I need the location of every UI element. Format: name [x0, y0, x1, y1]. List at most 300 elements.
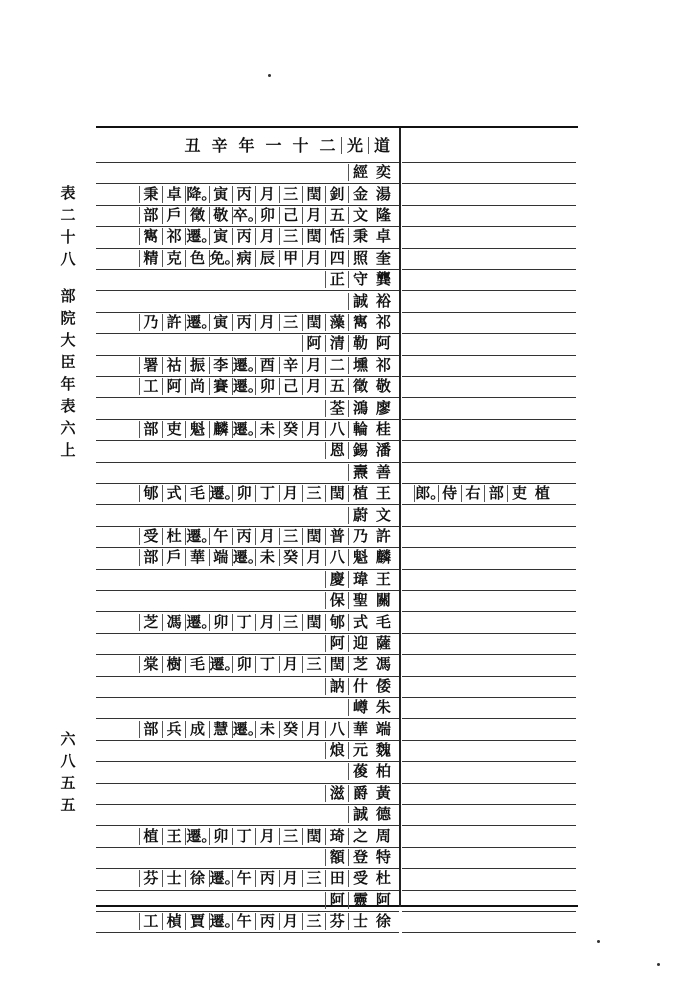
- table-cell: 丙: [255, 913, 278, 930]
- table-cell: 丁: [232, 828, 255, 845]
- table-row: [96, 526, 576, 547]
- table-cell: 敬: [375, 377, 391, 396]
- table-cell: 部: [139, 207, 162, 224]
- header-cell: 二: [319, 135, 336, 155]
- table-row: [96, 697, 576, 718]
- table-cell: 卯: [255, 378, 278, 395]
- table-cell: 文: [348, 207, 371, 224]
- table-cell: 植: [139, 828, 162, 845]
- table-cell: 毛: [375, 612, 391, 631]
- table-row: [96, 205, 576, 226]
- table-row: [96, 761, 576, 782]
- table-cell: 吏: [162, 421, 185, 438]
- table-cell: 馮: [162, 614, 185, 631]
- table-row: [96, 355, 576, 376]
- table-cell: 賈: [185, 913, 208, 930]
- table-row: [96, 868, 576, 889]
- table-cell: 善: [375, 462, 391, 481]
- table-cell: 遷。: [186, 526, 217, 545]
- table-cell: 克: [162, 250, 185, 267]
- row-right: [402, 355, 576, 377]
- row-left: [96, 676, 399, 698]
- table-cell: 甲: [279, 250, 302, 267]
- row-left: [96, 333, 399, 355]
- table-cell: 魁: [348, 549, 371, 566]
- row-right: [402, 440, 576, 462]
- row-right: [402, 697, 576, 719]
- table-cell: 壎: [348, 357, 371, 374]
- table-cell: 癸: [279, 421, 302, 438]
- table-cell: 植: [534, 484, 550, 503]
- table-cell: 郇: [325, 614, 348, 631]
- table-cell: 三: [302, 485, 325, 502]
- row-right: [402, 761, 576, 783]
- table-cell: 癸: [279, 721, 302, 738]
- row-right: [402, 590, 576, 612]
- table-cell: 燾: [348, 464, 371, 481]
- table-cell: 己: [279, 207, 302, 224]
- table-cell: 酉: [255, 357, 278, 374]
- table-cell: 慧: [209, 721, 232, 738]
- table-cell: 正: [325, 271, 348, 288]
- header-cell: 道: [368, 137, 395, 154]
- row-left: [96, 205, 399, 227]
- table-cell: 廖: [375, 398, 391, 417]
- table-cell: 秉: [348, 228, 371, 245]
- table-cell: 之: [348, 828, 371, 845]
- row-left: [96, 162, 399, 184]
- row-left: [96, 890, 399, 912]
- table-cell: 樹: [162, 656, 185, 673]
- table-row: [96, 783, 576, 804]
- table-cell: 部: [139, 721, 162, 738]
- table-cell: 卯: [209, 614, 232, 631]
- row-left: [96, 226, 399, 248]
- header-row: [96, 128, 576, 162]
- table-cell: 遷。: [209, 484, 240, 503]
- row-left: [96, 611, 399, 633]
- row-right: [402, 676, 576, 698]
- row-left: [96, 547, 399, 569]
- row-left: [96, 248, 399, 270]
- header-cell: 一: [265, 135, 282, 155]
- margin-title-char: 院: [60, 309, 76, 327]
- table-cell: 聖: [348, 592, 371, 609]
- table-cell: 奕: [375, 163, 391, 182]
- table-cell: 丁: [255, 485, 278, 502]
- table-cell: 月: [279, 913, 302, 930]
- margin-title-char: 上: [60, 441, 76, 459]
- table-cell: 阿: [375, 334, 391, 353]
- table-cell: 華: [348, 721, 371, 738]
- table-cell: 王: [375, 569, 391, 588]
- table-cell: 式: [348, 614, 371, 631]
- table-cell: 卓: [162, 186, 185, 203]
- table-cell: 部: [139, 421, 162, 438]
- table-cell: 尚: [185, 378, 208, 395]
- table-cell: 端: [209, 549, 232, 566]
- table-cell: 端: [375, 719, 391, 738]
- row-left: [96, 761, 399, 783]
- row-left: [96, 376, 399, 398]
- table-cell: 月: [255, 228, 278, 245]
- table-cell: 工: [139, 378, 162, 395]
- table-cell: 遷。: [232, 719, 263, 738]
- row-left: [96, 654, 399, 676]
- table-cell: 毛: [185, 485, 208, 502]
- table-cell: 徵: [185, 207, 208, 224]
- table-cell: 倭: [375, 676, 391, 695]
- table-cell: 遷。: [209, 912, 240, 931]
- table-cell: 寅: [209, 228, 232, 245]
- row-left: [96, 355, 399, 377]
- table-cell: 桂: [375, 419, 391, 438]
- margin-chapter-char: 十: [60, 228, 76, 246]
- table-row: [96, 183, 576, 204]
- table-cell: 賽: [209, 378, 232, 395]
- row-right: [402, 462, 576, 484]
- table-cell: 登: [348, 849, 371, 866]
- table-cell: 寅: [209, 186, 232, 203]
- table-cell: 許: [375, 526, 391, 545]
- table-cell: 八: [325, 549, 348, 566]
- table-cell: 卯: [255, 207, 278, 224]
- table-cell: 三: [302, 870, 325, 887]
- table-cell: 藻: [325, 314, 348, 331]
- table-cell: 部: [484, 485, 507, 502]
- table-cell: 受: [348, 870, 371, 887]
- row-left: [96, 183, 399, 205]
- table-row: [96, 462, 576, 483]
- row-left: [96, 526, 399, 548]
- table-cell: 月: [255, 186, 278, 203]
- speck: [597, 940, 600, 943]
- row-left: [96, 504, 399, 526]
- table-cell: 三: [302, 913, 325, 930]
- table-cell: 馮: [375, 655, 391, 674]
- row-right: [402, 269, 576, 291]
- table-cell: 祁: [162, 228, 185, 245]
- table-cell: 閏: [302, 228, 325, 245]
- table-cell: 月: [302, 378, 325, 395]
- table-cell: 誠: [348, 806, 371, 823]
- table-cell: 蔚: [348, 507, 371, 524]
- table-row: [96, 676, 576, 697]
- table-cell: 吏: [507, 485, 530, 502]
- table-row: [96, 847, 576, 868]
- table-row: [96, 269, 576, 290]
- table-cell: 月: [279, 485, 302, 502]
- table-cell: 閏: [325, 485, 348, 502]
- table-cell: 李: [209, 357, 232, 374]
- table-cell: 午: [232, 913, 255, 930]
- table-cell: 烺: [325, 742, 348, 759]
- table-cell: 月: [279, 870, 302, 887]
- table-cell: 遷。: [186, 826, 217, 845]
- table-cell: 元: [348, 742, 371, 759]
- row-left: [96, 590, 399, 612]
- header-cell: 年: [238, 135, 255, 155]
- table-cell: 卯: [232, 656, 255, 673]
- table-cell: 阿: [302, 335, 325, 352]
- row-right: [402, 783, 576, 805]
- table-cell: 敬: [209, 207, 232, 224]
- table-cell: 芬: [139, 870, 162, 887]
- table-cell: 滋: [325, 785, 348, 802]
- table-cell: 三: [279, 228, 302, 245]
- table-row: [96, 718, 576, 739]
- table-cell: 阿: [325, 892, 348, 909]
- table-cell: 閏: [302, 186, 325, 203]
- table-cell: 輪: [348, 421, 371, 438]
- table-cell: 色: [185, 250, 208, 267]
- table-row: [96, 376, 576, 397]
- table-cell: 杜: [162, 528, 185, 545]
- table-cell: 嶟: [348, 699, 371, 716]
- row-right: [402, 526, 576, 548]
- table-cell: 遷。: [209, 655, 240, 674]
- table-cell: 閏: [302, 528, 325, 545]
- margin-page-char: 八: [60, 752, 76, 770]
- table-row: [96, 590, 576, 611]
- table-cell: 迎: [348, 635, 371, 652]
- table-cell: 麟: [209, 421, 232, 438]
- table-cell: 徵: [348, 378, 371, 395]
- table-cell: 丙: [232, 314, 255, 331]
- table-cell: 月: [255, 828, 278, 845]
- row-right: [402, 611, 576, 633]
- table-cell: 特: [375, 847, 391, 866]
- table-row: [96, 226, 576, 247]
- table-row: [96, 333, 576, 354]
- table-cell: 二: [325, 357, 348, 374]
- table-cell: 黃: [375, 783, 391, 802]
- table-row: [96, 162, 576, 183]
- margin-page-char: 五: [60, 774, 76, 792]
- table-cell: 寯: [139, 228, 162, 245]
- header-right: [402, 128, 576, 163]
- table-cell: 琦: [325, 828, 348, 845]
- table-cell: 閏: [325, 656, 348, 673]
- table-cell: 遷。: [186, 612, 217, 631]
- margin-chapter-char: 表: [60, 184, 76, 202]
- header-cell: 丑: [184, 135, 201, 155]
- table-row: [96, 547, 576, 568]
- row-right: [402, 333, 576, 355]
- table-cell: 阿: [162, 378, 185, 395]
- table-cell: 魁: [185, 421, 208, 438]
- table-cell: 病: [232, 250, 255, 267]
- table-cell: 月: [279, 656, 302, 673]
- table-cell: 精: [139, 250, 162, 267]
- row-left: [96, 783, 399, 805]
- table-cell: 華: [185, 549, 208, 566]
- table-cell: 八: [325, 721, 348, 738]
- table-cell: 振: [185, 357, 208, 374]
- table-cell: 三: [279, 528, 302, 545]
- table-cell: 三: [302, 656, 325, 673]
- table-cell: 卯: [232, 485, 255, 502]
- row-left: [96, 397, 399, 419]
- row-right: [402, 504, 576, 526]
- table-row: [96, 248, 576, 269]
- table-cell: 式: [162, 485, 185, 502]
- table-cell: 降。: [186, 184, 217, 203]
- row-right: [402, 633, 576, 655]
- table-cell: 隆: [375, 205, 391, 224]
- table-cell: 兵: [162, 721, 185, 738]
- table-cell: 己: [279, 378, 302, 395]
- table-cell: 祁: [375, 355, 391, 374]
- speck: [657, 963, 660, 966]
- table-cell: 棠: [139, 656, 162, 673]
- table-cell: 寯: [348, 314, 371, 331]
- margin-page-char: 六: [60, 730, 76, 748]
- table-cell: 薩: [375, 633, 391, 652]
- row-right: [402, 162, 576, 184]
- table-row: [96, 825, 576, 846]
- table-cell: 祁: [375, 312, 391, 331]
- table-cell: 爵: [348, 785, 371, 802]
- table-cell: 金: [348, 186, 371, 203]
- table-cell: 侍: [438, 485, 461, 502]
- table-cell: 月: [302, 421, 325, 438]
- header-cell: 十: [292, 135, 309, 155]
- margin-title-char: 六: [60, 419, 76, 437]
- table-cell: 普: [325, 528, 348, 545]
- row-right: [402, 740, 576, 762]
- table-cell: 遷。: [186, 312, 217, 331]
- row-right: [402, 868, 576, 890]
- table-cell: 月: [302, 549, 325, 566]
- row-left: [96, 440, 399, 462]
- table-cell: 戶: [162, 207, 185, 224]
- table-cell: 葰: [348, 763, 371, 780]
- table-cell: 閏: [302, 314, 325, 331]
- row-right: [402, 911, 576, 933]
- row-left: [96, 462, 399, 484]
- table-row: [96, 804, 576, 825]
- table-cell: 丙: [255, 870, 278, 887]
- table-cell: 文: [375, 505, 391, 524]
- table-cell: 祜: [162, 357, 185, 374]
- table-cell: 徐: [375, 912, 391, 931]
- table-cell: 阿: [375, 890, 391, 909]
- table-cell: 周: [375, 826, 391, 845]
- table-cell: 閏: [302, 614, 325, 631]
- table-cell: 鴻: [348, 400, 371, 417]
- row-right: [402, 483, 576, 505]
- table-cell: 丁: [255, 656, 278, 673]
- table-cell: 署: [139, 357, 162, 374]
- row-right: [402, 419, 576, 441]
- table-cell: 五: [325, 378, 348, 395]
- table-cell: 芝: [348, 656, 371, 673]
- table-cell: 芬: [325, 913, 348, 930]
- table-cell: 經: [348, 164, 371, 181]
- table-cell: 免。: [209, 248, 240, 267]
- table-cell: 釗: [325, 186, 348, 203]
- row-right: [402, 290, 576, 312]
- table-row: [96, 633, 576, 654]
- row-right: [402, 718, 576, 740]
- table-cell: 荃: [325, 400, 348, 417]
- row-left: [96, 868, 399, 890]
- table-cell: 遷。: [232, 548, 263, 567]
- row-left: [96, 269, 399, 291]
- table-cell: 芝: [139, 614, 162, 631]
- table-cell: 遷。: [232, 419, 263, 438]
- table-cell: 錫: [348, 442, 371, 459]
- table-cell: 奎: [375, 248, 391, 267]
- table-cell: 魏: [375, 740, 391, 759]
- table-cell: 月: [255, 528, 278, 545]
- table-cell: 未: [255, 721, 278, 738]
- table-cell: 郎。: [415, 484, 446, 503]
- margin-title-char: 表: [60, 397, 76, 415]
- table-cell: 植: [348, 485, 371, 502]
- table-cell: 瑋: [348, 571, 371, 588]
- row-right: [402, 569, 576, 591]
- table-cell: 朱: [375, 698, 391, 717]
- row-left: [96, 804, 399, 826]
- row-right: [402, 226, 576, 248]
- table-cell: 乃: [348, 528, 371, 545]
- table-cell: 遷。: [232, 377, 263, 396]
- table-cell: 閏: [302, 828, 325, 845]
- table-cell: 杜: [375, 869, 391, 888]
- table-cell: 遷。: [232, 355, 263, 374]
- table-row: [96, 312, 576, 333]
- row-right: [402, 376, 576, 398]
- table-cell: 三: [279, 828, 302, 845]
- margin-title-char: 部: [60, 287, 76, 305]
- table-cell: 三: [279, 614, 302, 631]
- row-right: [402, 825, 576, 847]
- table-cell: 部: [139, 549, 162, 566]
- row-left: [96, 911, 399, 933]
- speck: [268, 74, 271, 77]
- table-cell: 徐: [185, 870, 208, 887]
- table-cell: 訥: [325, 678, 348, 695]
- row-left: [96, 419, 399, 441]
- header-left: [96, 128, 399, 163]
- margin-page-char: 五: [60, 796, 76, 814]
- table-cell: 毛: [185, 656, 208, 673]
- table-cell: 月: [302, 357, 325, 374]
- table-cell: 辛: [279, 357, 302, 374]
- table-cell: 丙: [232, 528, 255, 545]
- row-left: [96, 569, 399, 591]
- table-cell: 三: [279, 314, 302, 331]
- row-left: [96, 847, 399, 869]
- row-right: [402, 397, 576, 419]
- row-right: [402, 183, 576, 205]
- margin-title-char: 大: [60, 331, 76, 349]
- row-right: [402, 654, 576, 676]
- table-cell: 未: [255, 549, 278, 566]
- table-cell: 阿: [325, 635, 348, 652]
- table-cell: 八: [325, 421, 348, 438]
- table-row: [96, 419, 576, 440]
- margin-chapter: [58, 182, 78, 270]
- table-cell: 戶: [162, 549, 185, 566]
- table-cell: 月: [255, 314, 278, 331]
- table-cell: 德: [375, 805, 391, 824]
- row-left: [96, 718, 399, 740]
- header-cell: 辛: [211, 135, 228, 155]
- header-cell: 光: [341, 137, 368, 154]
